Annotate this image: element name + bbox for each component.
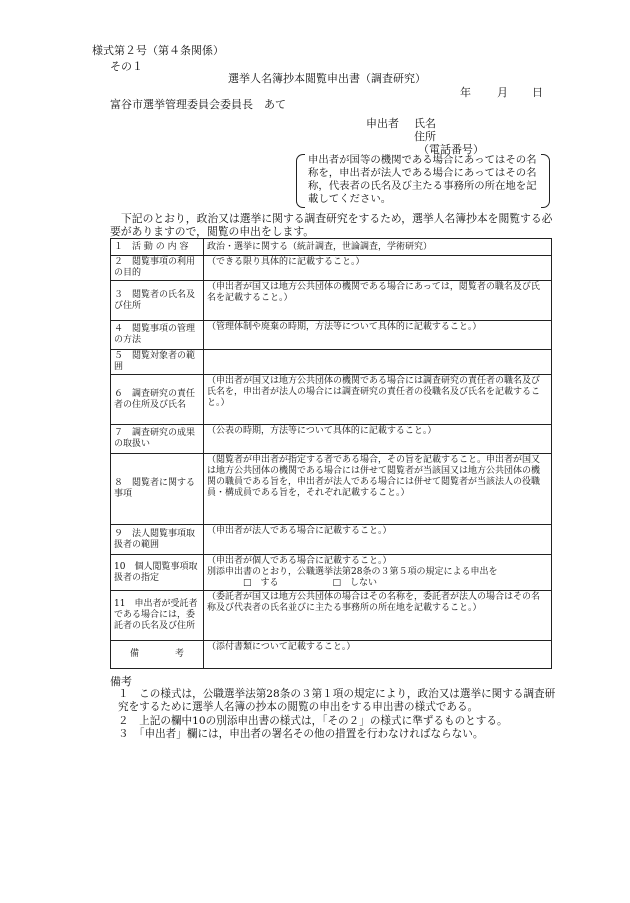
row-label: ６ 調査研究の責任者の住所及び氏名: [111, 375, 204, 425]
row-value[interactable]: （申出者が個人である場合に記載すること。） 別添申出書のとおり，公職選挙法第28条の３第５項の規定による申出を □ する □ しない: [204, 555, 552, 591]
row-label: 備 考: [111, 641, 204, 669]
row-value[interactable]: （できる限り具体的に記載すること。）: [204, 256, 552, 281]
row-label: １ 活 動 の 内 容: [111, 239, 204, 256]
table-row-management: [111, 321, 552, 350]
table-row-results: [111, 425, 552, 454]
intro-text: 下記のとおり，政治又は選挙に関する調査研究をするため，選挙人名簿抄本を閲覧する必要がありますので，閲覧の申出をします。: [110, 212, 553, 238]
addressee: 富谷市選挙管理委員会委員長 あて: [110, 98, 286, 111]
applicant-phone-label: （電話番号）: [418, 143, 484, 156]
row-value[interactable]: （委託者が国又は地方公共団体の場合はその名称を，委託者が法人の場合はその名称及び代表者の氏名並びに主たる事務所の所在地を記載すること。）: [204, 591, 552, 641]
applicant-address-label: 住所: [414, 130, 436, 143]
row-label: ５ 閲覧対象者の範囲: [111, 350, 204, 375]
row-value[interactable]: （添付書類について記載すること。）: [204, 641, 552, 669]
table-row-scope: [111, 350, 552, 375]
date-day-label: 日: [532, 86, 543, 99]
applicant-name-label: 氏名: [414, 117, 436, 130]
table-row-consignor: [111, 591, 552, 641]
table-row-activity: [111, 239, 552, 256]
row-value[interactable]: （申出者が法人である場合に記載すること。）: [204, 525, 552, 555]
form-variant: その１: [110, 60, 143, 73]
remark-item: ２ 上記の欄中10の別添申出書の様式は，「その２」の様式に準ずるものとする。: [118, 715, 508, 727]
table-row-individual-handlers: [111, 555, 552, 591]
note-bracket-right: [541, 154, 550, 208]
row-label: ２ 閲覧事項の利用の目的: [111, 256, 204, 281]
row-value[interactable]: （申出者が国又は地方公共団体の機関である場合には調査研究の責任者の職名及び氏名を，申出者が法人の場合には調査研究の責任者の役職名及び氏名を記載すること。）: [204, 375, 552, 425]
remark-item: ３ 「申出者」欄には，申出者の署名その他の措置を行わなければならない。: [118, 728, 484, 740]
row-label: ４ 閲覧事項の管理の方法: [111, 321, 204, 350]
row-value[interactable]: （公表の時期，方法等について具体的に記載すること。）: [204, 425, 552, 454]
row-value[interactable]: 政治・選挙に関する（統計調査，世論調査，学術研究）: [204, 239, 552, 256]
table-row-remarks: [111, 641, 552, 669]
table-row-purpose: [111, 256, 552, 281]
page-title: 選挙人名簿抄本閲覧申出書（調査研究）: [228, 72, 426, 85]
row-label: 11 申出者が受託者である場合には，委託者の氏名及び住所: [111, 591, 204, 641]
table-row-viewer-details: [111, 454, 552, 525]
row-value[interactable]: （申出者が国又は地方公共団体の機関である場合にあっては，閲覧者の職名及び氏名を記載すること。）: [204, 281, 552, 321]
form-number: 様式第２号（第４条関係）: [92, 44, 224, 57]
date-month-label: 月: [497, 86, 508, 99]
row-label: ７ 調査研究の成果の取扱い: [111, 425, 204, 454]
row-label: ９ 法人閲覧事項取扱者の範囲: [111, 525, 204, 555]
applicant-note-text: 申出者が国等の機関である場合にあってはその名称を，申出者が法人である場合にあってはその名称，代表者の氏名及び主たる事務所の所在地を記載してください。: [308, 154, 537, 205]
note-bracket-left: [296, 154, 305, 208]
table-row-responsible: [111, 375, 552, 425]
table-row-viewer: [111, 281, 552, 321]
row-label: ８ 閲覧者に関する事項: [111, 454, 204, 525]
application-form-table: [110, 238, 552, 669]
table-row-corporate-handlers: [111, 525, 552, 555]
row-label: ３ 閲覧者の氏名及び住所: [111, 281, 204, 321]
remarks-heading: 備考: [110, 675, 132, 688]
row-value[interactable]: （管理体制や廃棄の時期，方法等について具体的に記載すること。）: [204, 321, 552, 350]
applicant-note: [296, 154, 550, 206]
row-value[interactable]: （閲覧者が申出者が指定する者である場合，その旨を記載すること。申出者が国又は地方公共団体の機関である場合には併せて閲覧者が当該国又は地方公共団体の機関の職員である旨を，申出者が法人である場合には併せて閲覧者が当該法人の役職員・構成員である旨を，それぞれ記載すること。）: [204, 454, 552, 525]
row-label: 10 個人閲覧事項取扱者の指定: [111, 555, 204, 591]
applicant-label: 申出者: [366, 117, 399, 130]
date-year-label: 年: [460, 86, 471, 99]
row-value[interactable]: [204, 350, 552, 375]
remark-item: １ この様式は，公職選挙法第28条の３第１項の規定により，政治又は選挙に関する調査研究をするために選挙人名簿の抄本の閲覧の申出をする申出書の様式である。: [118, 688, 556, 713]
